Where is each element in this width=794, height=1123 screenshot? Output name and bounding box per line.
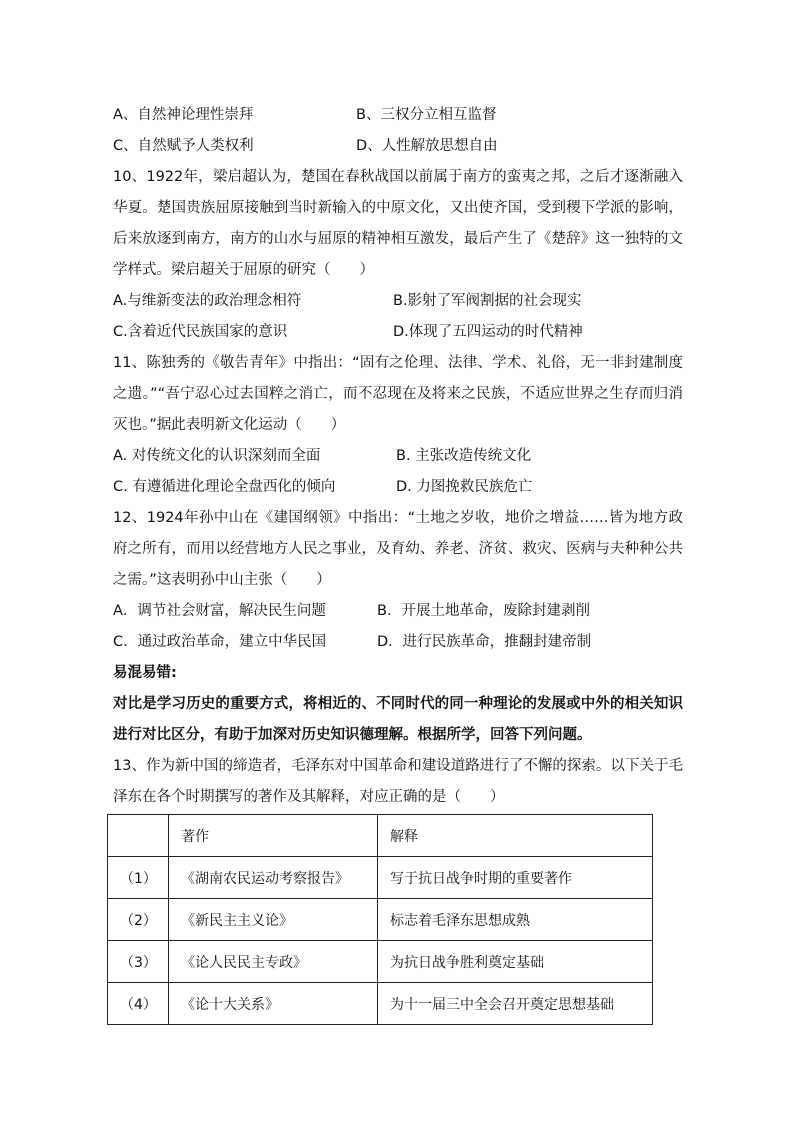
table-header-row (108, 815, 653, 857)
q10-option-a: A.与维新变法的政治理念相符 (113, 293, 302, 309)
section-heading: 易混易错: (113, 665, 177, 681)
row-number-cell: （1） (108, 857, 169, 899)
q10-option-b: B.影射了军阀割据的社会现实 (393, 293, 582, 309)
q11-option-c: C. 有遵循进化理论全盘西化的倾向 (113, 479, 336, 495)
q11-options-row-1 (113, 441, 683, 472)
table-header-cell: 解释 (378, 815, 653, 857)
q11-stem: 11、陈独秀的《敬告青年》中指出：“固有之伦理、法律、学术、礼俗，无一非封建制度之遗。”“吾宁忍心过去国粹之消亡，而不忍现在及将来之民族，不适应世界之生存而归消灭也。”据此表明新文化运动（ ） (113, 355, 683, 433)
q12-options-row-2 (113, 627, 683, 658)
q11-options-row-2 (113, 472, 683, 503)
table-row (108, 857, 653, 899)
q10-option-c: C.含着近代民族国家的意识 (113, 324, 288, 340)
q10-stem: 10、1922年，梁启超认为，楚国在春秋战国以前属于南方的蛮夷之邦，之后才逐渐融入华夏。楚国贵族屈原接触到当时新输入的中原文化，又出使齐国，受到稷下学派的影响，后来放逐到南方，南方的山水与屈原的精神相互激发，最后产生了《楚辞》这一独特的文学样式。梁启超关于屈原的研究（ ） (113, 169, 683, 278)
work-title-cell: 《论十大关系》 (169, 983, 378, 1025)
table-header-cell (108, 815, 169, 857)
work-title-cell: 《湖南农民运动考察报告》 (169, 857, 378, 899)
q13-stem: 13、作为新中国的缔造者，毛泽东对中国革命和建设道路进行了不懈的探索。以下关于毛泽东在各个时期撰写的著作及其解释，对应正确的是（ ） (113, 758, 683, 805)
q11-option-b: B. 主张改造传统文化 (396, 448, 532, 464)
work-title-cell: 《新民主主义论》 (169, 899, 378, 941)
exam-page (113, 100, 683, 813)
q12-option-d: D．进行民族革命，推翻封建帝制 (377, 634, 592, 650)
q11-option-d: D. 力图挽救民族危亡 (396, 479, 533, 495)
q12-option-c: C．通过政治革命，建立中华民国 (113, 634, 327, 650)
q10-option-d: D.体现了五四运动的时代精神 (393, 324, 583, 340)
q12-option-a: A．调节社会财富，解决民生问题 (113, 603, 326, 619)
table-row (108, 983, 653, 1025)
q10-options-row-1 (113, 286, 683, 317)
work-title-cell: 《论人民民主专政》 (169, 941, 378, 983)
section-intro: 对比是学习历史的重要方式，将相近的、不同时代的同一种理论的发展或中外的相关知识进行对比区分，有助于加深对历史知识德理解。根据所学，回答下列问题。 (113, 696, 683, 743)
works-table (107, 814, 653, 1025)
explanation-cell: 为抗日战争胜利奠定基础 (378, 941, 653, 983)
explanation-cell: 标志着毛泽东思想成熟 (378, 899, 653, 941)
q9-option-a: A、自然神论理性崇拜 (113, 107, 254, 123)
q12-options-row-1 (113, 596, 683, 627)
table-header-cell: 著作 (169, 815, 378, 857)
q9-option-b: B、三权分立相互监督 (356, 107, 497, 123)
table-row (108, 941, 653, 983)
q11-option-a: A. 对传统文化的认识深刻而全面 (113, 448, 321, 464)
explanation-cell: 写于抗日战争时期的重要著作 (378, 857, 653, 899)
row-number-cell: （4） (108, 983, 169, 1025)
q9-option-c: C、自然赋予人类权利 (113, 138, 254, 154)
row-number-cell: （3） (108, 941, 169, 983)
q9-option-d: D、人性解放思想自由 (356, 138, 498, 154)
row-number-cell: （2） (108, 899, 169, 941)
q12-stem: 12、1924年孙中山在《建国纲领》中指出：“土地之岁收，地价之增益……皆为地方政府之所有，而用以经营地方人民之事业，及育幼、养老、济贫、救灾、医病与夫种种公共之需。”这表明孙中山主张（ ） (113, 510, 683, 588)
q9-options-row-2 (113, 131, 683, 162)
explanation-cell: 为十一届三中全会召开奠定思想基础 (378, 983, 653, 1025)
q12-option-b: B．开展土地革命，废除封建剥削 (377, 603, 590, 619)
q9-options-row-1 (113, 100, 683, 131)
q10-options-row-2 (113, 317, 683, 348)
table-row (108, 899, 653, 941)
